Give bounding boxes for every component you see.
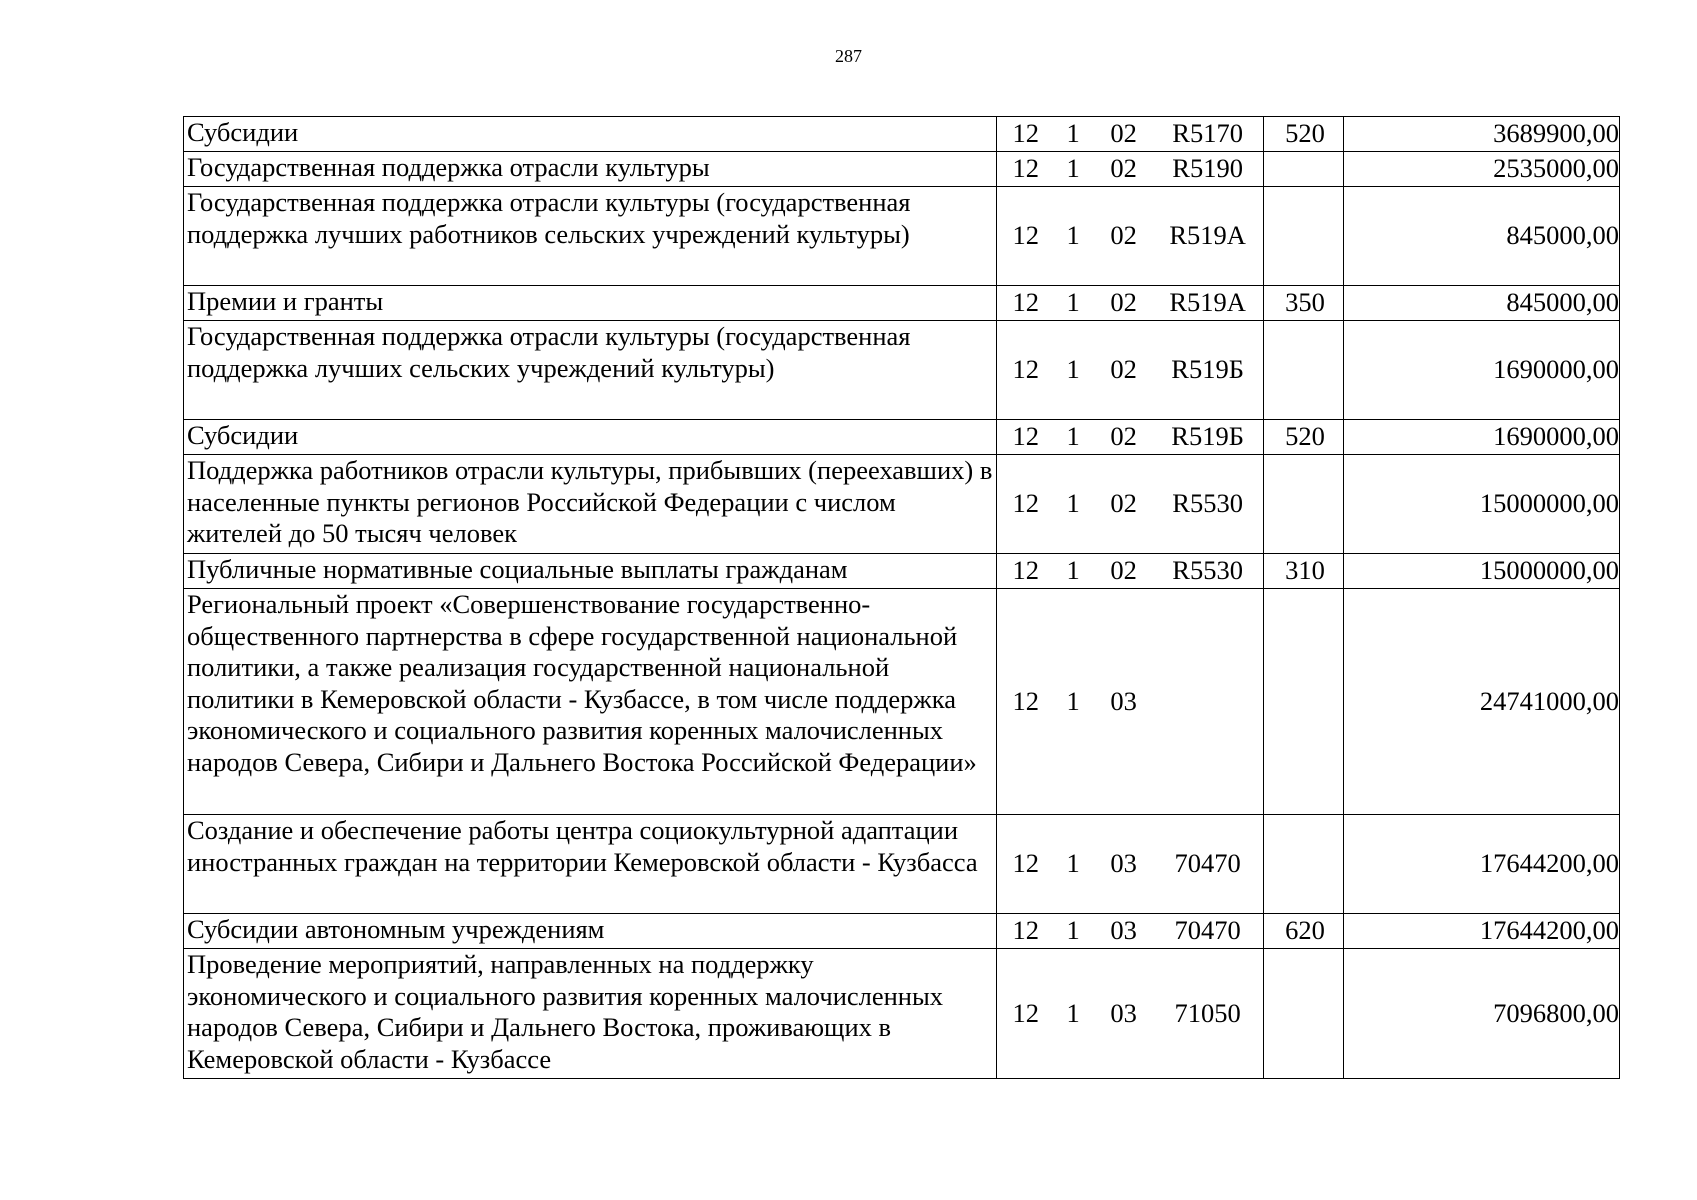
- cell-expense-type: [1264, 815, 1344, 914]
- table-row: [184, 187, 1620, 286]
- cell-amount: 15000000,00: [1344, 554, 1620, 589]
- budget-table-body: [184, 117, 1620, 1079]
- cell-amount: 845000,00: [1344, 286, 1620, 321]
- codes-group: [1000, 686, 1263, 718]
- cell-classification-codes: [997, 187, 1264, 286]
- table-row: [184, 152, 1620, 187]
- cell-expense-type: [1264, 455, 1344, 554]
- cell-amount: 17644200,00: [1344, 815, 1620, 914]
- cell-classification-codes: [997, 286, 1264, 321]
- codes-group: [1000, 848, 1263, 880]
- table-row: [184, 455, 1620, 554]
- code-direction: R519А: [1169, 287, 1246, 318]
- codes-group: [1000, 153, 1263, 185]
- code-subprogram: 1: [1066, 488, 1080, 519]
- cell-expense-type: 620: [1264, 914, 1344, 949]
- table-row: [184, 949, 1620, 1079]
- codes-group: [1000, 287, 1263, 319]
- cell-item-name: Государственная поддержка отрасли культуры (государственная поддержка лучших работников сельских учреждений культуры): [184, 187, 997, 286]
- cell-item-name: Государственная поддержка отрасли культуры (государственная поддержка лучших сельских учреждений культуры): [184, 321, 997, 420]
- cell-amount: 2535000,00: [1344, 152, 1620, 187]
- code-subprogram: 1: [1066, 555, 1080, 586]
- code-direction: R519Б: [1171, 421, 1244, 452]
- cell-amount: 1690000,00: [1344, 420, 1620, 455]
- cell-amount: 1690000,00: [1344, 321, 1620, 420]
- code-main-event: 02: [1110, 488, 1137, 519]
- cell-item-name: Поддержка работников отрасли культуры, прибывших (переехавших) в населенные пункты регионов Российской Федерации с числом жителей до 50 тысяч человек: [184, 455, 997, 554]
- cell-classification-codes: [997, 321, 1264, 420]
- cell-item-name: Государственная поддержка отрасли культуры: [184, 152, 997, 187]
- cell-amount: 24741000,00: [1344, 589, 1620, 815]
- cell-classification-codes: [997, 949, 1264, 1079]
- code-subprogram: 1: [1066, 997, 1080, 1028]
- cell-amount: 845000,00: [1344, 187, 1620, 286]
- codes-group: [1000, 998, 1263, 1030]
- code-subprogram: 1: [1066, 220, 1080, 251]
- code-program: 12: [1012, 220, 1039, 251]
- table-row: [184, 117, 1620, 152]
- cell-expense-type: 310: [1264, 554, 1344, 589]
- code-direction: R5170: [1172, 118, 1243, 149]
- table-row: [184, 286, 1620, 321]
- cell-expense-type: 520: [1264, 420, 1344, 455]
- cell-item-name: Создание и обеспечение работы центра социокультурной адаптации иностранных граждан на территории Кемеровской области - Кузбасса: [184, 815, 997, 914]
- codes-group: [1000, 915, 1263, 947]
- code-direction: R519Б: [1171, 354, 1244, 385]
- code-program: 12: [1012, 118, 1039, 149]
- codes-group: [1000, 118, 1263, 150]
- code-subprogram: 1: [1066, 915, 1080, 946]
- cell-amount: 17644200,00: [1344, 914, 1620, 949]
- codes-group: [1000, 220, 1263, 252]
- code-main-event: 02: [1110, 287, 1137, 318]
- cell-classification-codes: [997, 589, 1264, 815]
- cell-classification-codes: [997, 117, 1264, 152]
- code-main-event: 02: [1110, 220, 1137, 251]
- cell-item-name: Региональный проект «Совершенствование государственно-общественного партнерства в сфере государственной национальной политики, а также реализация государственной национальной политики в Кемеровской области - Кузбассе, в том числе поддержка экономического и социального развития коренных малочисленных народов Севера, Сибири и Дальнего Востока Российской Федерации»: [184, 589, 997, 815]
- code-subprogram: 1: [1066, 354, 1080, 385]
- cell-classification-codes: [997, 455, 1264, 554]
- code-direction: R5530: [1172, 555, 1243, 586]
- code-subprogram: 1: [1066, 153, 1080, 184]
- code-main-event: 03: [1110, 685, 1137, 716]
- code-direction: 70470: [1174, 848, 1241, 879]
- codes-group: [1000, 421, 1263, 453]
- cell-classification-codes: [997, 815, 1264, 914]
- code-program: 12: [1012, 354, 1039, 385]
- cell-item-name: Субсидии: [184, 420, 997, 455]
- codes-group: [1000, 354, 1263, 386]
- codes-group: [1000, 555, 1263, 587]
- codes-group: [1000, 488, 1263, 520]
- code-program: 12: [1012, 848, 1039, 879]
- cell-expense-type: [1264, 589, 1344, 815]
- cell-item-name: Проведение мероприятий, направленных на поддержку экономического и социального развития коренных малочисленных народов Севера, Сибири и Дальнего Востока, проживающих в Кемеровской области - Кузбассе: [184, 949, 997, 1079]
- cell-classification-codes: [997, 420, 1264, 455]
- table-row: [184, 420, 1620, 455]
- cell-amount: 15000000,00: [1344, 455, 1620, 554]
- table-row: [184, 554, 1620, 589]
- table-row: [184, 815, 1620, 914]
- code-program: 12: [1012, 153, 1039, 184]
- code-subprogram: 1: [1066, 685, 1080, 716]
- code-main-event: 03: [1110, 915, 1137, 946]
- code-program: 12: [1012, 287, 1039, 318]
- code-main-event: 02: [1110, 555, 1137, 586]
- cell-expense-type: [1264, 187, 1344, 286]
- table-row: [184, 914, 1620, 949]
- cell-expense-type: 350: [1264, 286, 1344, 321]
- cell-classification-codes: [997, 914, 1264, 949]
- table-row: [184, 321, 1620, 420]
- code-program: 12: [1012, 488, 1039, 519]
- code-program: 12: [1012, 421, 1039, 452]
- page-number: 287: [835, 46, 862, 66]
- code-direction: R5190: [1172, 153, 1243, 184]
- code-direction: R5530: [1172, 488, 1243, 519]
- budget-table: [183, 116, 1620, 1079]
- code-main-event: 02: [1110, 354, 1137, 385]
- code-direction: 71050: [1174, 997, 1241, 1028]
- cell-classification-codes: [997, 554, 1264, 589]
- code-direction: R519А: [1169, 220, 1246, 251]
- cell-item-name: Субсидии автономным учреждениям: [184, 914, 997, 949]
- code-program: 12: [1012, 685, 1039, 716]
- code-main-event: 03: [1110, 997, 1137, 1028]
- cell-amount: 3689900,00: [1344, 117, 1620, 152]
- table-row: [184, 589, 1620, 815]
- code-subprogram: 1: [1066, 848, 1080, 879]
- code-subprogram: 1: [1066, 287, 1080, 318]
- cell-expense-type: 520: [1264, 117, 1344, 152]
- cell-classification-codes: [997, 152, 1264, 187]
- cell-item-name: Премии и гранты: [184, 286, 997, 321]
- code-program: 12: [1012, 555, 1039, 586]
- code-subprogram: 1: [1066, 118, 1080, 149]
- cell-expense-type: [1264, 949, 1344, 1079]
- cell-item-name: Публичные нормативные социальные выплаты гражданам: [184, 554, 997, 589]
- cell-expense-type: [1264, 321, 1344, 420]
- code-main-event: 02: [1110, 421, 1137, 452]
- cell-item-name: Субсидии: [184, 117, 997, 152]
- cell-expense-type: [1264, 152, 1344, 187]
- cell-amount: 7096800,00: [1344, 949, 1620, 1079]
- code-main-event: 02: [1110, 153, 1137, 184]
- code-program: 12: [1012, 915, 1039, 946]
- code-main-event: 03: [1110, 848, 1137, 879]
- code-main-event: 02: [1110, 118, 1137, 149]
- code-direction: 70470: [1174, 915, 1241, 946]
- code-program: 12: [1012, 997, 1039, 1028]
- code-subprogram: 1: [1066, 421, 1080, 452]
